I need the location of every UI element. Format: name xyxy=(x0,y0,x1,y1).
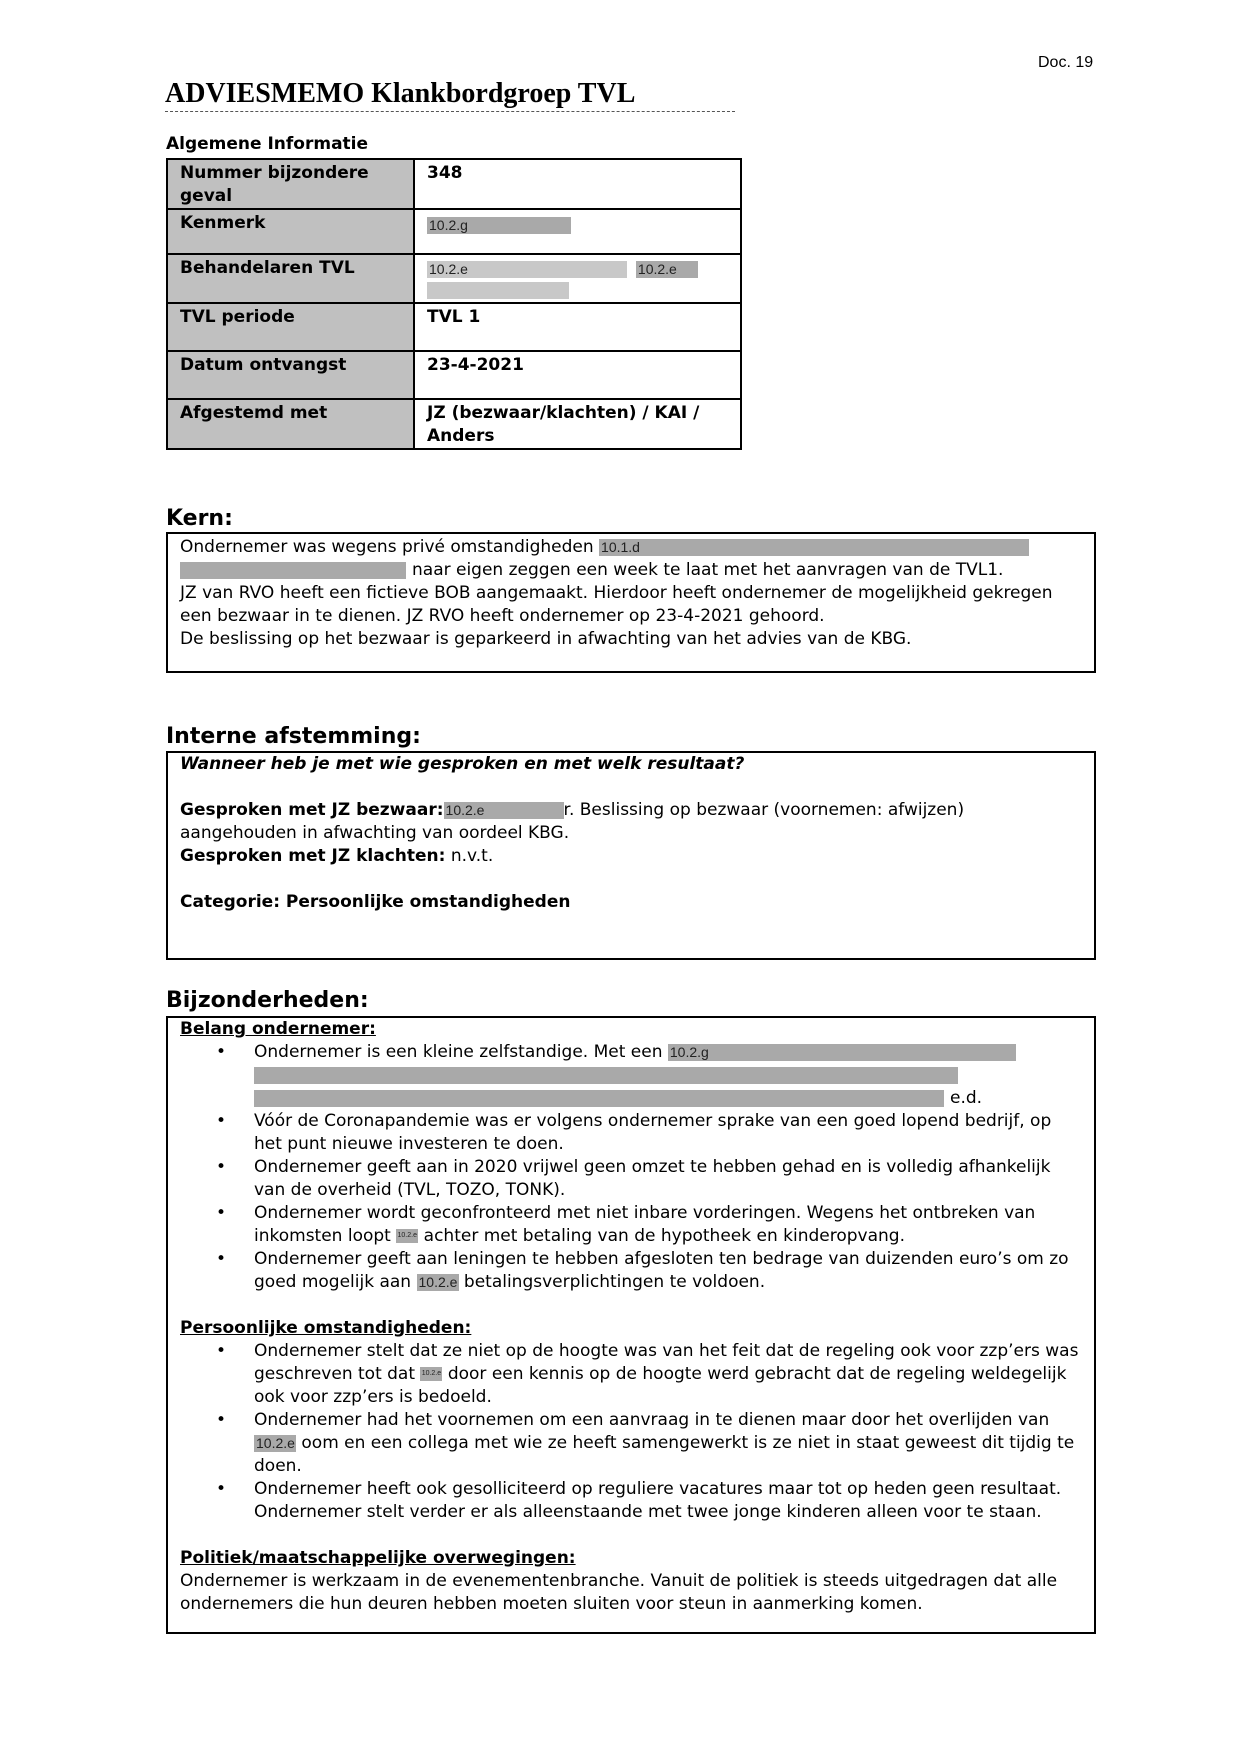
row-label-afgestemd: Afgestemd met xyxy=(167,399,414,449)
persoonlijk-heading: Persoonlijke omstandigheden: xyxy=(180,1318,472,1338)
general-info-heading: Algemene Informatie xyxy=(166,134,369,154)
row-label-kenmerk: Kenmerk xyxy=(167,209,414,254)
redaction-block xyxy=(254,1067,958,1084)
redaction-block xyxy=(427,282,569,299)
list-item: • Ondernemer stelt dat ze niet op de hoogte was van het feit dat de regeling ook voor zzp’ers was geschreven tot dat 10.2.e door een kennis op de hoogte werd gebracht dat de regeling weldegelijk ook voor zzp’ers is bedoeld. xyxy=(254,1340,1082,1409)
table-row xyxy=(167,351,741,399)
row-value-date-received: 23-4-2021 xyxy=(414,351,741,399)
list-item: • Ondernemer geeft aan leningen te hebben afgesloten ten bedrage van duizenden euro’s om zo goed mogelijk aan 10.2.e betalingsverplichtingen te voldoen. xyxy=(254,1248,1082,1294)
redaction-block: 10.2.e xyxy=(427,261,627,278)
row-value-case-number: 348 xyxy=(414,159,741,209)
row-value-tvl-period: TVL 1 xyxy=(414,303,741,351)
table-row xyxy=(167,254,741,303)
kern-paragraph: Ondernemer was wegens privé omstandigheden 10.1.d naar eigen zeggen een week te laat met het aanvragen van de TVL1. JZ van RVO heeft een fictieve BOB aangemaakt. Hierdoor heeft ondernemer de mogelijkheid gekregen een bezwaar in te dienen. JZ RVO heeft ondernemer op 23-4-2021 gehoord. De beslissing op het bezwaar is geparkeerd in afwachting van het advies van de KBG. xyxy=(180,537,1053,649)
table-row xyxy=(167,159,741,209)
list-item: • Vóór de Coronapandemie was er volgens ondernemer sprake van een goed lopend bedrijf, op het punt nieuwe investeren te doen. xyxy=(254,1110,1082,1156)
kern-heading: Kern: xyxy=(166,506,233,531)
redaction-block: 10.2.e xyxy=(418,1273,458,1290)
row-label-date-received: Datum ontvangst xyxy=(167,351,414,399)
list-item: • Ondernemer heeft ook gesolliciteerd op reguliere vacatures maar tot op heden geen resultaat. Ondernemer stelt verder er als alleenstaande met twee jonge kinderen alleen voor te staan. xyxy=(254,1478,1082,1524)
list-item: • Ondernemer is een kleine zelfstandige. Met een 10.2.g e.d. xyxy=(254,1041,1082,1110)
row-value-kenmerk xyxy=(414,209,741,254)
redaction-block: 10.1.d xyxy=(599,539,1029,556)
redaction-block: 10.2.e xyxy=(256,1434,295,1451)
row-label-tvl-period: TVL periode xyxy=(167,303,414,351)
categorie-line: Categorie: Persoonlijke omstandigheden xyxy=(180,892,571,912)
jz-klachten-paragraph: Gesproken met JZ klachten: n.v.t. xyxy=(180,846,494,866)
interne-box xyxy=(166,751,1096,960)
table-row xyxy=(167,303,741,351)
page-title: ADVIESMEMO Klankbordgroep TVL xyxy=(165,78,735,112)
bijzonderheden-box xyxy=(166,1016,1096,1634)
redaction-block: 10.2.g xyxy=(427,217,571,234)
row-value-afgestemd: JZ (bezwaar/klachten) / KAI / Anders xyxy=(414,399,741,449)
belang-heading: Belang ondernemer: xyxy=(180,1019,376,1039)
redaction-block xyxy=(254,1090,944,1107)
jz-bezwaar-paragraph: Gesproken met JZ bezwaar: 10.2.e r. Beslissing op bezwaar (voornemen: afwijzen) aangehouden in afwachting van oordeel KBG. xyxy=(180,800,965,843)
redaction-block: 10.2.g xyxy=(668,1044,1016,1061)
row-label-case-number: Nummer bijzondere geval xyxy=(167,159,414,209)
belang-list xyxy=(180,1041,1082,1294)
list-item: • Ondernemer had het voornemen om een aanvraag in te dienen maar door het overlijden van 10.2.e oom en een collega met wie ze heeft samengewerkt is ze niet in staat geweest dit tijdig te doen. xyxy=(254,1409,1082,1478)
bijzonderheden-heading: Bijzonderheden: xyxy=(166,988,369,1013)
row-label-behandelaren: Behandelaren TVL xyxy=(167,254,414,303)
table-row xyxy=(167,399,741,449)
table-row xyxy=(167,209,741,254)
redaction-block: 10.2.e xyxy=(636,261,698,278)
persoonlijk-list xyxy=(180,1340,1082,1524)
redaction-block xyxy=(180,562,406,579)
redaction-block: 10.2.e xyxy=(444,802,564,819)
kern-box xyxy=(166,532,1096,673)
redaction-block: 10.2.e xyxy=(396,1229,418,1243)
list-item: • Ondernemer geeft aan in 2020 vrijwel geen omzet te hebben gehad en is volledig afhankelijk van de overheid (TVL, TOZO, TONK). xyxy=(254,1156,1082,1202)
politiek-heading: Politiek/maatschappelijke overwegingen: xyxy=(180,1548,576,1568)
general-info-table xyxy=(166,158,742,450)
interne-question: Wanneer heb je met wie gesproken en met welk resultaat? xyxy=(180,754,745,774)
politiek-paragraph: Ondernemer is werkzaam in de evenementenbranche. Vanuit de politiek is steeds uitgedragen dat alle ondernemers die hun deuren hebben moeten sluiten voor steun in aanmerking komen. xyxy=(180,1571,1058,1614)
document-number: Doc. 19 xyxy=(1038,54,1094,71)
list-item: • Ondernemer wordt geconfronteerd met niet inbare vorderingen. Wegens het ontbreken van inkomsten loopt 10.2.e achter met betaling van de hypotheek en kinderopvang. xyxy=(254,1202,1082,1248)
row-value-behandelaren xyxy=(414,254,741,303)
redaction-block: 10.2.e xyxy=(420,1367,442,1381)
interne-heading: Interne afstemming: xyxy=(166,724,421,749)
